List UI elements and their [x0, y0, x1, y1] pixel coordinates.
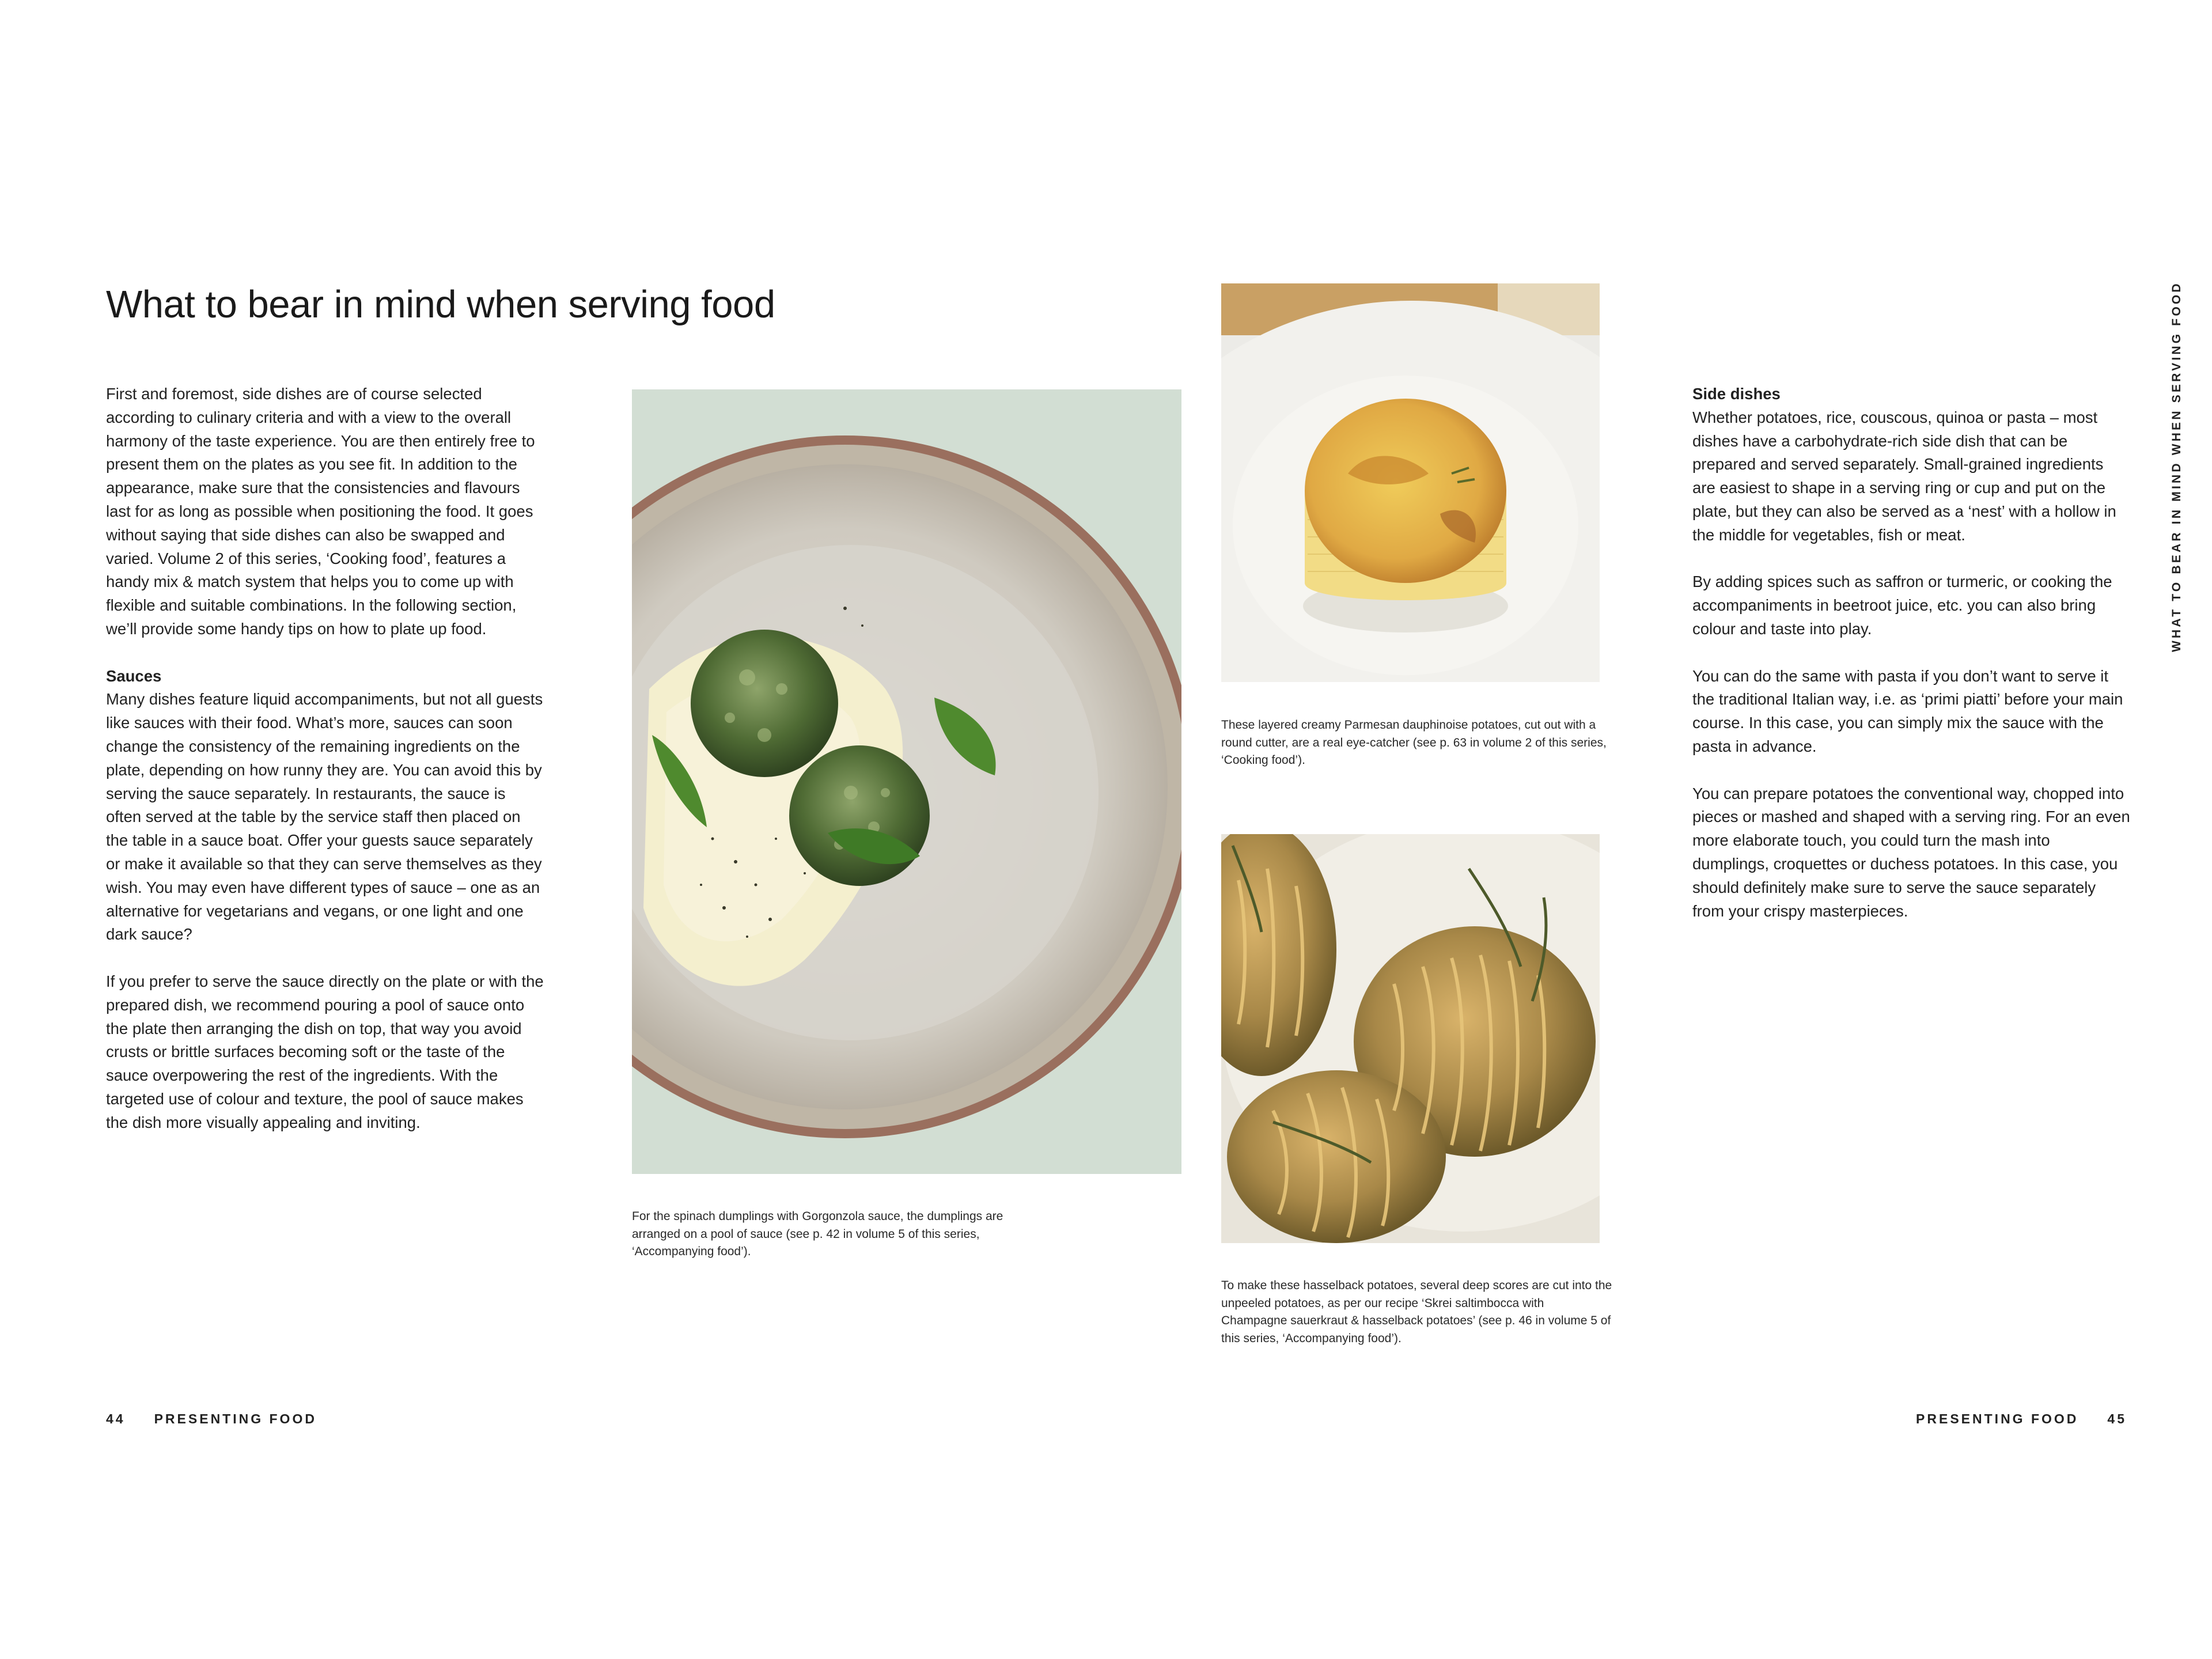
intro-paragraph: First and foremost, side dishes are of course selected according to culinary criteria and with a view to the overall harmony of the taste experience. You are then entirely free to present them on the plates as you see fit. In addition to the appearance, make sure that the consistencies and flavours last for as long as possible when positioning the food. It goes without saying that side dishes can also be swapped and varied. Volume 2 of this series, ‘Cooking food’, features a handy mix & match system that helps you to come up with flexible and suitable combinations. In the following section, we’ll provide some handy tips on how to plate up food.: [106, 385, 535, 638]
spinach-dumplings-photo: [632, 389, 1181, 1174]
sauces-heading: Sauces: [106, 666, 162, 685]
side-dishes-heading: Side dishes: [1692, 385, 1781, 403]
dumplings-caption: For the spinach dumplings with Gorgonzola sauce, the dumplings are arranged on a pool of sauce (see p. 42 in volume 5 of this series, ‘Accompanying food’).: [632, 1210, 1003, 1258]
running-header-vertical: WHAT TO BEAR IN MIND WHEN SERVING FOOD: [2170, 281, 2183, 652]
dauphinoise-photo: [1221, 283, 1600, 682]
footer-right: [1916, 1411, 2127, 1427]
footer-section-right: PRESENTING FOOD: [1916, 1411, 2079, 1426]
footer-section-left: PRESENTING FOOD: [154, 1411, 317, 1426]
page-number-right: 45: [2107, 1411, 2127, 1426]
side-dishes-paragraph-4: You can prepare potatoes the conventional way, chopped into pieces or mashed and shaped with a serving ring. For an even more elaborate touch, you could turn the mash into dumplings, croquettes or duchess potatoes. In this case, you should definitely make sure to serve the sauce separately from your crispy masterpieces.: [1692, 784, 2130, 920]
left-text-column: [106, 382, 544, 1158]
sauces-paragraph-2: If you prefer to serve the sauce directly on the plate or with the prepared dish, we recommend pouring a pool of sauce onto the plate then arranging the dish on top, that way you avoid crusts or brittle surfaces becoming soft or the taste of the sauce overpowering the rest of the ingredients. With the targeted use of colour and texture, the pool of sauce makes the dish more visually appealing and inviting.: [106, 972, 544, 1131]
dauphinoise-caption: These layered creamy Parmesan dauphinoise potatoes, cut out with a round cutter, are a real eye-catcher (see p. 63 in volume 2 of this series, ‘Cooking food’).: [1221, 718, 1607, 767]
sauces-paragraph-1: Many dishes feature liquid accompaniments, but not all guests like sauces with their food. What’s more, sauces can soon change the consistency of the remaining ingredients on the plate, depending on how runny they are. You can avoid this by serving the sauce separately. In restaurants, the sauce is often served at the table by the service staff then placed on the table in a sauce boat. Offer your guests sauce separately or make it available so that they can serve themselves as they wish. You may even have different types of sauce – one as an alternative for vegetarians and vegans, or one light and one dark sauce?: [106, 690, 543, 944]
side-dishes-paragraph-3: You can do the same with pasta if you don’t want to serve it the traditional Italian way, i.e. as ‘primi piatti’ before your main course. In this case, you can simply mix the sauce with the pasta in advance.: [1692, 666, 2123, 755]
page-title: What to bear in mind when serving food: [106, 283, 775, 326]
right-text-column: [1692, 382, 2130, 946]
hasselback-caption: To make these hasselback potatoes, several deep scores are cut into the unpeeled potatoes, as per our recipe ‘Skrei saltimbocca with Champagne sauerkraut & hasselback potatoes’ (see p. 46 in volume 5 of this series, ‘Accompanying food’).: [1221, 1279, 1612, 1345]
side-dishes-paragraph-2: By adding spices such as saffron or turmeric, or cooking the accompaniments in beetroot juice, etc. you can also bring colour and taste into play.: [1692, 573, 2112, 638]
page-number-left: 44: [106, 1411, 126, 1426]
side-dishes-paragraph-1: Whether potatoes, rice, couscous, quinoa or pasta – most dishes have a carbohydrate-rich side dish that can be prepared and served separately. Small-grained ingredients are easiest to shape in a serving ring or cup and put on the plate, but they can also be served as a ‘nest’ with a hollow in the middle for vegetables, fish or meat.: [1692, 408, 2116, 544]
hasselback-photo: [1221, 834, 1600, 1243]
footer-left: [106, 1411, 317, 1427]
